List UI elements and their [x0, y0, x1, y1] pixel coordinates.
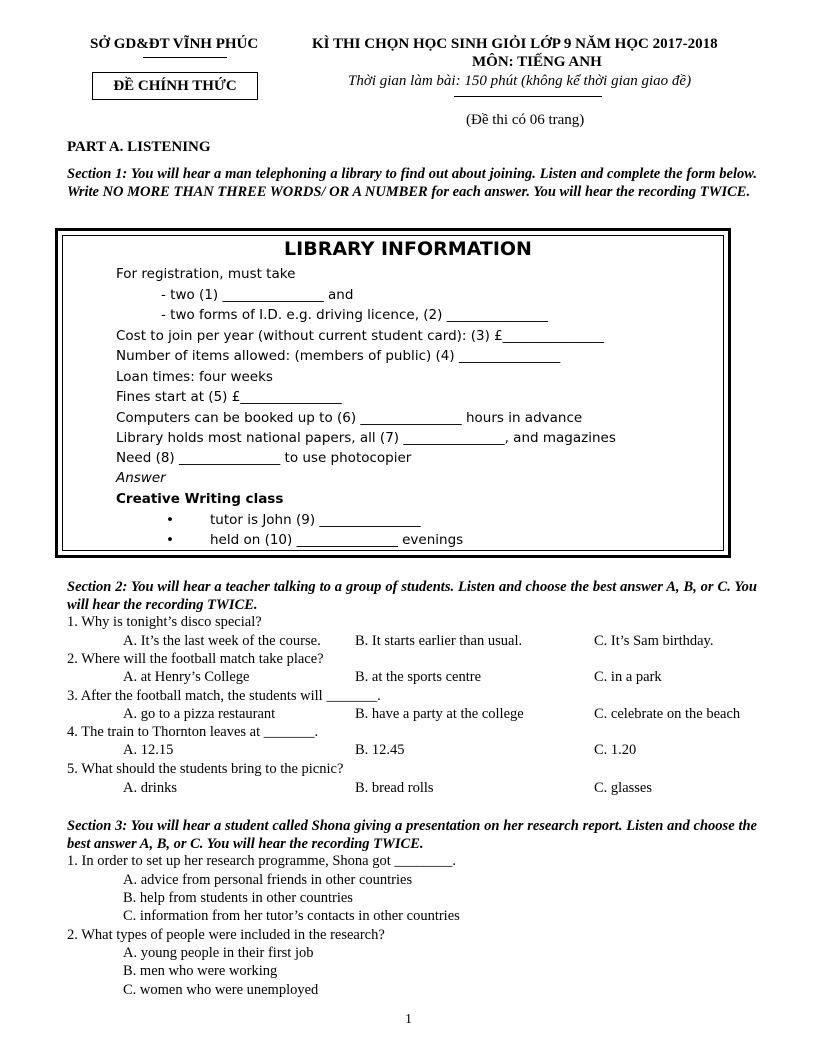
question: 2. Where will the football match take place? — [67, 651, 324, 667]
option-b: B. bread rolls — [355, 780, 434, 796]
form-line: Loan times: four weeks — [116, 369, 273, 385]
official-exam-badge — [92, 72, 258, 100]
page-number: 1 — [405, 1012, 412, 1027]
section2-instructions: Section 2: You will hear a teacher talking to a group of students. Listen and choose the best answer A, B, or C. You will hear the recording TWICE. — [67, 579, 757, 613]
department-underline — [143, 57, 227, 58]
question: 3. After the football match, the students will _______. — [67, 688, 381, 704]
form-line: Creative Writing class — [116, 491, 284, 507]
form-line: Fines start at (5) £_______________ — [116, 389, 342, 405]
department-name: SỞ GD&ĐT VĨNH PHÚC — [90, 36, 259, 52]
page-count-note: (Đề thi có 06 trang) — [466, 112, 585, 128]
exam-subject: MÔN: TIẾNG ANH — [472, 54, 602, 70]
option-c: C. in a park — [594, 669, 662, 685]
option-a: A. advice from personal friends in other countries — [123, 872, 413, 888]
form-line: Cost to join per year (without current student card): (3) £_______________ — [116, 328, 605, 344]
question: 5. What should the students bring to the picnic? — [67, 761, 344, 777]
bullet-icon: • — [166, 532, 174, 548]
question: 1. In order to set up her research programme, Shona got ________. — [67, 853, 456, 869]
option-b: B. It starts earlier than usual. — [355, 633, 523, 649]
option-a: A. It’s the last week of the course. — [123, 633, 321, 649]
form-line: - two forms of I.D. e.g. driving licence, (2) _______________ — [161, 307, 548, 323]
option-c: C. celebrate on the beach — [594, 706, 741, 722]
section3-instructions: Section 3: You will hear a student called Shona giving a presentation on her research report. Listen and choose the best answer A, B, or C. You will hear the recording TWICE. — [67, 818, 757, 852]
form-line: Need (8) _______________ to use photocopier — [116, 450, 412, 466]
option-a: A. 12.15 — [123, 742, 174, 758]
option-a: A. go to a pizza restaurant — [123, 706, 276, 722]
option-b: B. 12.45 — [355, 742, 405, 758]
option-b: B. at the sports centre — [355, 669, 482, 685]
exam-time: Thời gian làm bài: 150 phút (không kể thời gian giao đề) — [348, 73, 692, 89]
time-underline — [454, 96, 602, 97]
bullet-icon: • — [166, 512, 174, 528]
option-a: A. at Henry’s College — [123, 669, 250, 685]
option-a: A. young people in their first job — [123, 945, 314, 961]
question: 2. What types of people were included in the research? — [67, 927, 385, 943]
form-line: Computers can be booked up to (6) _______________ hours in advance — [116, 410, 583, 426]
question: 1. Why is tonight’s disco special? — [67, 614, 262, 630]
question: 4. The train to Thornton leaves at _______. — [67, 724, 319, 740]
form-line: - two (1) _______________ and — [161, 287, 354, 303]
form-line: Number of items allowed: (members of public) (4) _______________ — [116, 348, 561, 364]
form-line: tutor is John (9) _______________ — [210, 512, 421, 528]
option-b: B. help from students in other countries — [123, 890, 353, 906]
form-line: Answer — [116, 470, 166, 486]
official-exam-label: ĐỀ CHÍNH THỨC — [113, 78, 237, 94]
option-c: C. 1.20 — [594, 742, 637, 758]
option-c: C. It’s Sam birthday. — [594, 633, 714, 649]
library-info-title: LIBRARY INFORMATION — [284, 238, 532, 260]
option-c: C. glasses — [594, 780, 652, 796]
option-a: A. drinks — [123, 780, 177, 796]
form-line: Library holds most national papers, all (7) _______________, and magazines — [116, 430, 616, 446]
option-b: B. men who were working — [123, 963, 278, 979]
form-line: held on (10) _______________ evenings — [210, 532, 464, 548]
exam-title: KÌ THI CHỌN HỌC SINH GIỎI LỚP 9 NĂM HỌC 2017-2018 — [312, 36, 718, 52]
option-c: C. information from her tutor’s contacts in other countries — [123, 908, 460, 924]
option-c: C. women who were unemployed — [123, 982, 319, 998]
form-line: For registration, must take — [116, 266, 296, 282]
part-a-title: PART A. LISTENING — [67, 139, 211, 155]
section1-instructions: Section 1: You will hear a man telephoning a library to find out about joining. Listen and complete the form below. Write NO MORE THAN THREE WORDS/ OR A NUMBER for each answer. You will hear the recording TWICE. — [67, 166, 757, 200]
option-b: B. have a party at the college — [355, 706, 524, 722]
